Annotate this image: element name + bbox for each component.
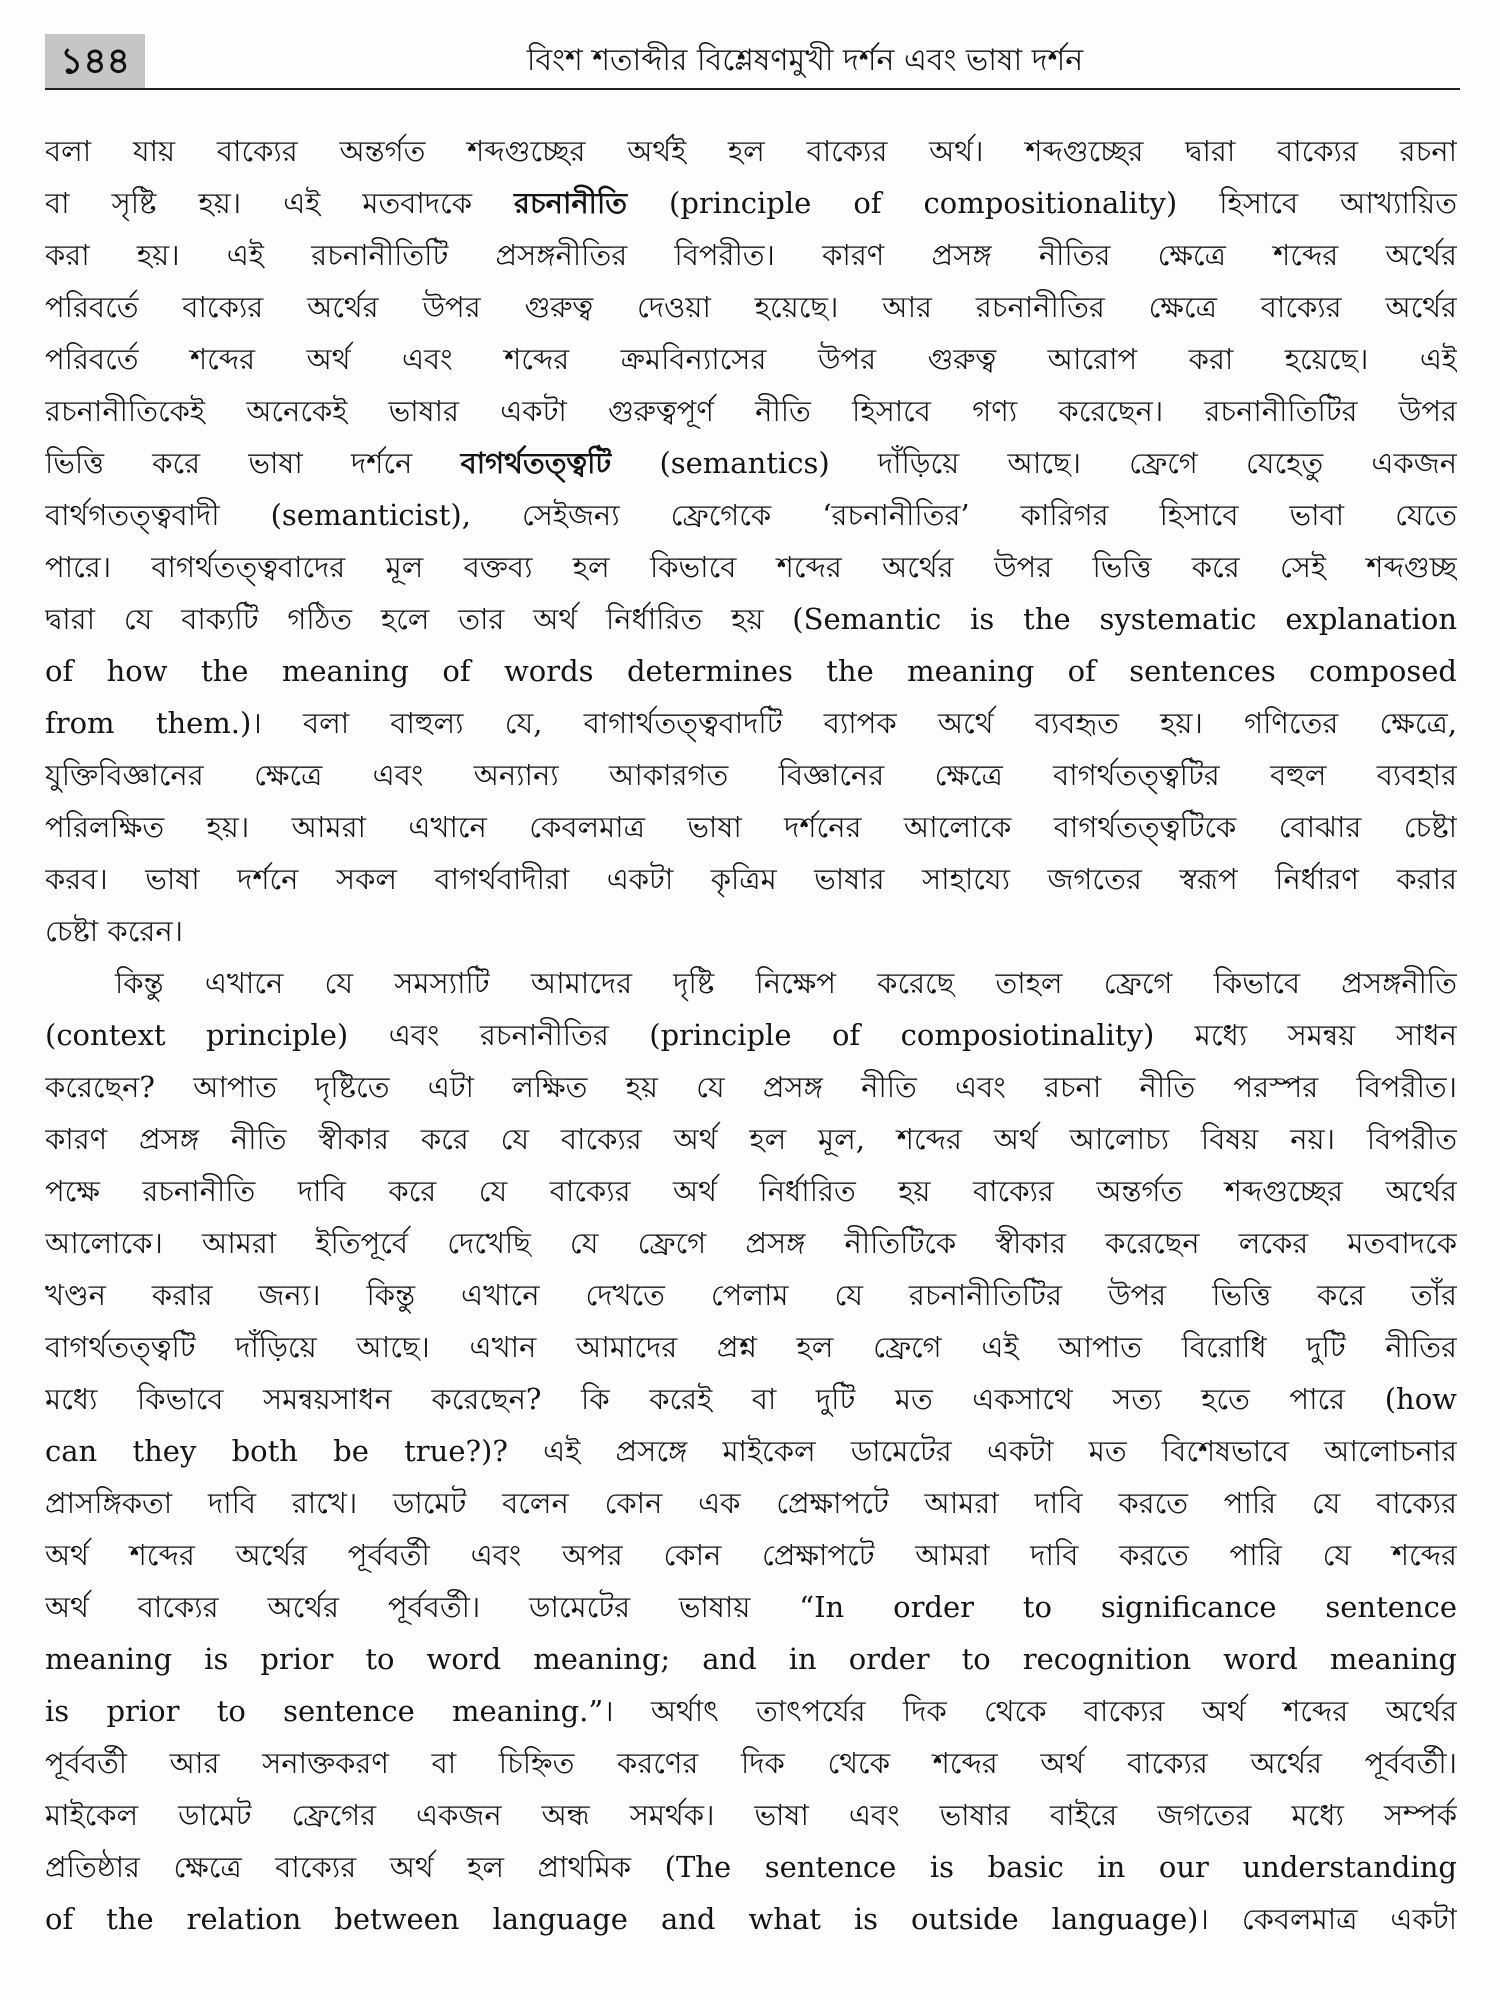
text-line: খণ্ডন করার জন্য। কিন্তু এখানে দেখতে পেলাম যে রচনানীতিটির উপর ভিত্তি করে তাঁর xyxy=(45,1278,1457,1312)
text-line: from them.)। বলা বাহুল্য যে, বাগার্থতত্ত্ববাদটি ব্যাপক অর্থে ব্যবহৃত হয়। গণিতের ক্ষেত্রে, xyxy=(45,706,1457,740)
text-line xyxy=(45,177,1457,229)
text-line: মাইকেল ডামেট ফ্রেগের একজন অন্ধ সমর্থক। ভাষা এবং ভাষার বাইরে জগতের মধ্যে সম্পর্ক xyxy=(45,1798,1457,1832)
bold-term: রচনানীতি xyxy=(514,186,628,220)
text-line: is prior to sentence meaning.”। অর্থাৎ তাৎপর্যের দিক থেকে বাক্যের অর্থ শব্দের অর্থের xyxy=(45,1694,1457,1728)
text-line: পারে। বাগর্থতত্ত্ববাদের মূল বক্তব্য হল কিভাবে শব্দের অর্থের উপর ভিত্তি করে সেই শব্দগুচ্ছ xyxy=(45,550,1457,584)
text-line: আলোকে। আমরা ইতিপূর্বে দেখেছি যে ফ্রেগে প্রসঙ্গ নীতিটিকে স্বীকার করেছেন লকের মতবাদকে xyxy=(45,1226,1457,1260)
text-line: of the relation between language and what is outside language)। কেবলমাত্র একটা xyxy=(45,1902,1457,1936)
text-line xyxy=(45,437,1457,489)
text-line: বাগর্থতত্ত্বটি দাঁড়িয়ে আছে। এখান আমাদের প্রশ্ন হল ফ্রেগে এই আপাত বিরোধি দুটি নীতির xyxy=(45,1330,1457,1364)
text-line: can they both be true?)? এই প্রসঙ্গে মাইকেল ডামেটের একটা মত বিশেষভাবে আলোচনার xyxy=(45,1434,1457,1468)
body-text xyxy=(45,125,1457,1945)
text-line: অর্থ বাক্যের অর্থের পূর্ববর্তী। ডামেটের ভাষায় “In order to significance sentence xyxy=(45,1590,1457,1624)
text-line: পরিবর্তে শব্দের অর্থ এবং শব্দের ক্রমবিন্যাসের উপর গুরুত্ব আরোপ করা হয়েছে। এই xyxy=(45,342,1457,376)
text-line: কারণ প্রসঙ্গ নীতি স্বীকার করে যে বাক্যের অর্থ হল মূল, শব্দের অর্থ আলোচ্য বিষয় নয়। বিপরীত xyxy=(45,1122,1457,1156)
text-line: বার্থগতত্ত্ববাদী (semanticist), সেইজন্য ফ্রেগেকে ‘রচনানীতির’ কারিগর হিসাবে ভাবা যেতে xyxy=(45,498,1457,532)
text-line: of how the meaning of words determines the meaning of sentences composed xyxy=(45,654,1457,688)
text-line: পরিলক্ষিত হয়। আমরা এখানে কেবলমাত্র ভাষা দর্শনের আলোকে বাগর্থতত্ত্বটিকে বোঝার চেষ্টা xyxy=(45,810,1457,844)
text-line: meaning is prior to word meaning; and in order to recognition word meaning xyxy=(45,1642,1457,1676)
text-run: (semantics) দাঁড়িয়ে আছে। ফ্রেগে যেহেতু একজন xyxy=(611,446,1457,480)
text-line: দ্বারা যে বাক্যটি গঠিত হলে তার অর্থ নির্ধারিত হয় (Semantic is the systematic explanation xyxy=(45,602,1457,636)
text-run: ভিত্তি করে ভাষা দর্শনে xyxy=(45,446,461,480)
text-run: বা সৃষ্টি হয়। এই মতবাদকে xyxy=(45,186,515,220)
text-line: কিন্তু এখানে যে সমস্যাটি আমাদের দৃষ্টি নিক্ষেপ করেছে তাহল ফ্রেগে কিভাবে প্রসঙ্গনীতি xyxy=(115,966,1457,1000)
text-line: পূর্ববর্তী আর সনাক্তকরণ বা চিহ্নিত করণের দিক থেকে শব্দের অর্থ বাক্যের অর্থের পূর্ববর্তী। xyxy=(45,1746,1457,1780)
text-line: করেছেন? আপাত দৃষ্টিতে এটা লক্ষিত হয় যে প্রসঙ্গ নীতি এবং রচনা নীতি পরস্পর বিপরীত। xyxy=(45,1070,1457,1104)
text-line: যুক্তিবিজ্ঞানের ক্ষেত্রে এবং অন্যান্য আকারগত বিজ্ঞানের ক্ষেত্রে বাগর্থতত্ত্বটির বহুল ব্যবহার xyxy=(45,758,1457,792)
header-rule xyxy=(45,88,1460,90)
text-line: পরিবর্তে বাক্যের অর্থের উপর গুরুত্ব দেওয়া হয়েছে। আর রচনানীতির ক্ষেত্রে বাক্যের অর্থের xyxy=(45,290,1457,324)
page-number: ১৪৪ xyxy=(45,34,145,88)
running-header-title: বিংশ শতাব্দীর বিশ্লেষণমুখী দর্শন এবং ভাষা দর্শন xyxy=(526,43,1084,78)
text-line: করা হয়। এই রচনানীতিটি প্রসঙ্গনীতির বিপরীত। কারণ প্রসঙ্গ নীতির ক্ষেত্রে শব্দের অর্থের xyxy=(45,238,1457,272)
text-line: চেষ্টা করেন। xyxy=(45,914,184,948)
text-line: রচনানীতিকেই অনেকেই ভাষার একটা গুরুত্বপূর্ণ নীতি হিসাবে গণ্য করেছেন। রচনানীতিটির উপর xyxy=(45,394,1457,428)
text-line: বলা যায় বাক্যের অন্তর্গত শব্দগুচ্ছের অর্থই হল বাক্যের অর্থ। শব্দগুচ্ছের দ্বারা বাক্যের রচনা xyxy=(45,134,1457,168)
bold-term: বাগর্থতত্ত্বটি xyxy=(460,446,612,480)
text-line: পক্ষে রচনানীতি দাবি করে যে বাক্যের অর্থ নির্ধারিত হয় বাক্যের অন্তর্গত শব্দগুচ্ছের অর্থের xyxy=(45,1174,1457,1208)
text-line: প্রাসঙ্গিকতা দাবি রাখে। ডামেট বলেন কোন এক প্রেক্ষাপটে আমরা দাবি করতে পারি যে বাক্যের xyxy=(45,1486,1457,1520)
text-line: (context principle) এবং রচনানীতির (principle of composiotinality) মধ্যে সমন্বয় সাধন xyxy=(45,1018,1457,1052)
text-run: (principle of compositionality) হিসাবে আখ্যায়িত xyxy=(627,186,1457,220)
text-line: মধ্যে কিভাবে সমন্বয়সাধন করেছেন? কি করেই বা দুটি মত একসাথে সত্য হতে পারে (how xyxy=(45,1382,1457,1416)
text-line: করব। ভাষা দর্শনে সকল বাগর্থবাদীরা একটা কৃত্রিম ভাষার সাহায্যে জগতের স্বরূপ নির্ধারণ করার xyxy=(45,862,1457,896)
text-line: প্রতিষ্ঠার ক্ষেত্রে বাক্যের অর্থ হল প্রাথমিক (The sentence is basic in our understanding xyxy=(45,1850,1457,1884)
text-line: অর্থ শব্দের অর্থের পূর্ববর্তী এবং অপর কোন প্রেক্ষাপটে আমরা দাবি করতে পারি যে শব্দের xyxy=(45,1538,1457,1572)
